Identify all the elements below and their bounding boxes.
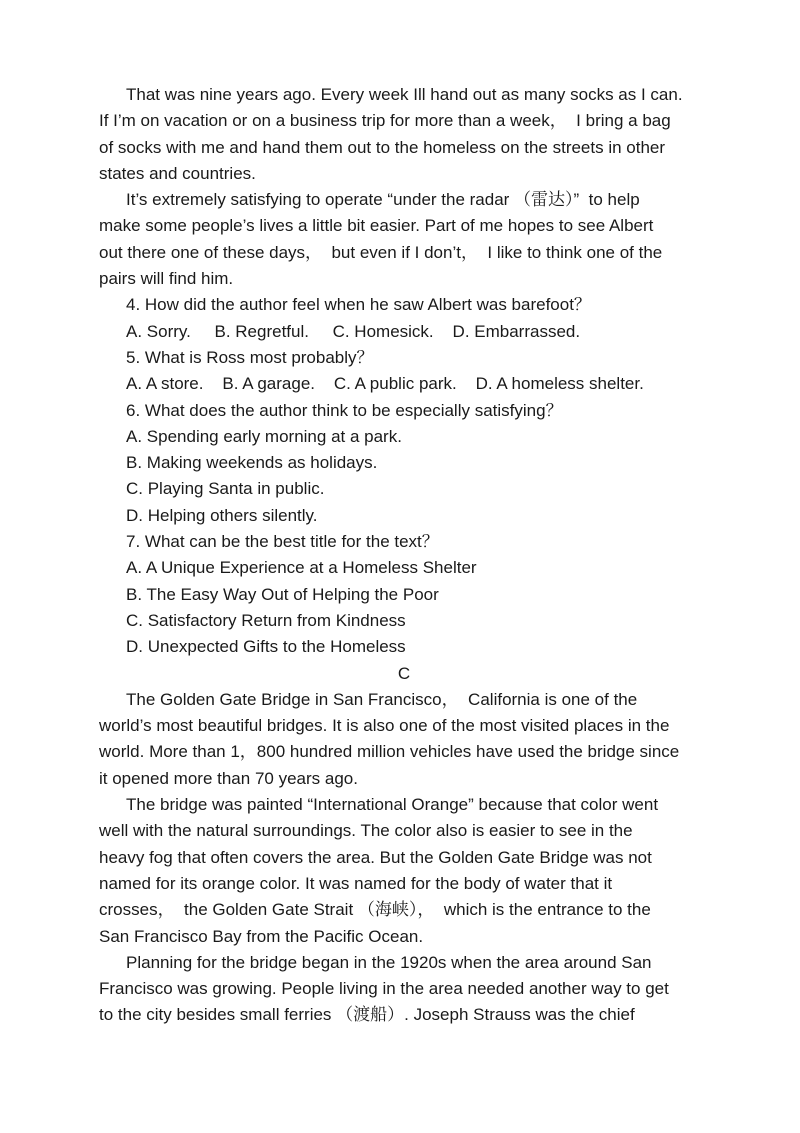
question-options: A. Sorry. B. Regretful. C. Homesick. D. Embarrassed. [126, 321, 581, 341]
text-line: of socks with me and hand them out to the homeless on the streets in other [99, 137, 666, 157]
text-line: well with the natural surroundings. The color also is easier to see in the [99, 821, 633, 841]
question-stem: 4. How did the author feel when he saw Albert was barefoot？ [126, 295, 591, 315]
question-option: C. Playing Santa in public. [126, 479, 325, 499]
passage-paragraph [99, 82, 709, 187]
text-line: heavy fog that often covers the area. But the Golden Gate Bridge was not [99, 847, 652, 867]
passage-paragraph [99, 792, 709, 950]
text-line: If I’m on vacation or on a business trip for more than a week， I bring a bag [99, 111, 671, 131]
question-option: C. Satisfactory Return from Kindness [126, 610, 406, 630]
text-line: it opened more than 70 years ago. [99, 768, 358, 788]
text-line: Francisco was growing. People living in the area needed another way to get [99, 979, 669, 999]
question-7 [99, 529, 709, 660]
question-option: B. Making weekends as holidays. [126, 453, 378, 473]
question-stem: 6. What does the author think to be especially satisfying？ [126, 400, 563, 420]
text-line: The Golden Gate Bridge in San Francisco， California is one of the [126, 689, 638, 709]
question-6 [99, 398, 709, 529]
question-option: A. A Unique Experience at a Homeless Shelter [126, 558, 477, 578]
question-stem: 5. What is Ross most probably？ [126, 347, 374, 367]
question-option: A. Spending early morning at a park. [126, 426, 402, 446]
text-line: world. More than 1，800 hundred million vehicles have used the bridge since [99, 742, 680, 762]
passage-paragraph [99, 950, 709, 1029]
question-option: D. Unexpected Gifts to the Homeless [126, 637, 406, 657]
text-line: out there one of these days， but even if I don’t， I like to think one of the [99, 242, 663, 262]
text-line: to the city besides small ferries （渡船）. Joseph Strauss was the chief [99, 1005, 635, 1025]
document-body [99, 82, 709, 1029]
question-option: B. The Easy Way Out of Helping the Poor [126, 584, 439, 604]
text-line: Planning for the bridge began in the 1920s when the area around San [126, 952, 652, 972]
text-line: states and countries. [99, 163, 256, 183]
question-option: D. Helping others silently. [126, 505, 318, 525]
text-line: world’s most beautiful bridges. It is also one of the most visited places in the [99, 716, 670, 736]
question-5 [99, 345, 709, 398]
text-line: named for its orange color. It was named for the body of water that it [99, 873, 613, 893]
text-line: It’s extremely satisfying to operate “under the radar （雷达）” to help [126, 190, 640, 210]
text-line: That was nine years ago. Every week Ill hand out as many socks as I can. [126, 85, 683, 104]
question-4 [99, 292, 709, 345]
text-line: The bridge was painted “International Orange” because that color went [126, 795, 659, 815]
text-line: crosses， the Golden Gate Strait （海峡）， which is the entrance to the [99, 900, 651, 920]
question-stem: 7. What can be the best title for the text？ [126, 532, 439, 552]
section-heading: C [397, 663, 411, 683]
question-options: A. A store. B. A garage. C. A public park. D. A homeless shelter. [126, 374, 644, 394]
text-line: San Francisco Bay from the Pacific Ocean. [99, 926, 424, 946]
passage-paragraph [99, 187, 709, 292]
passage-paragraph [99, 687, 709, 792]
text-line: make some people’s lives a little bit easier. Part of me hopes to see Albert [99, 216, 654, 236]
text-line: pairs will find him. [99, 269, 234, 289]
